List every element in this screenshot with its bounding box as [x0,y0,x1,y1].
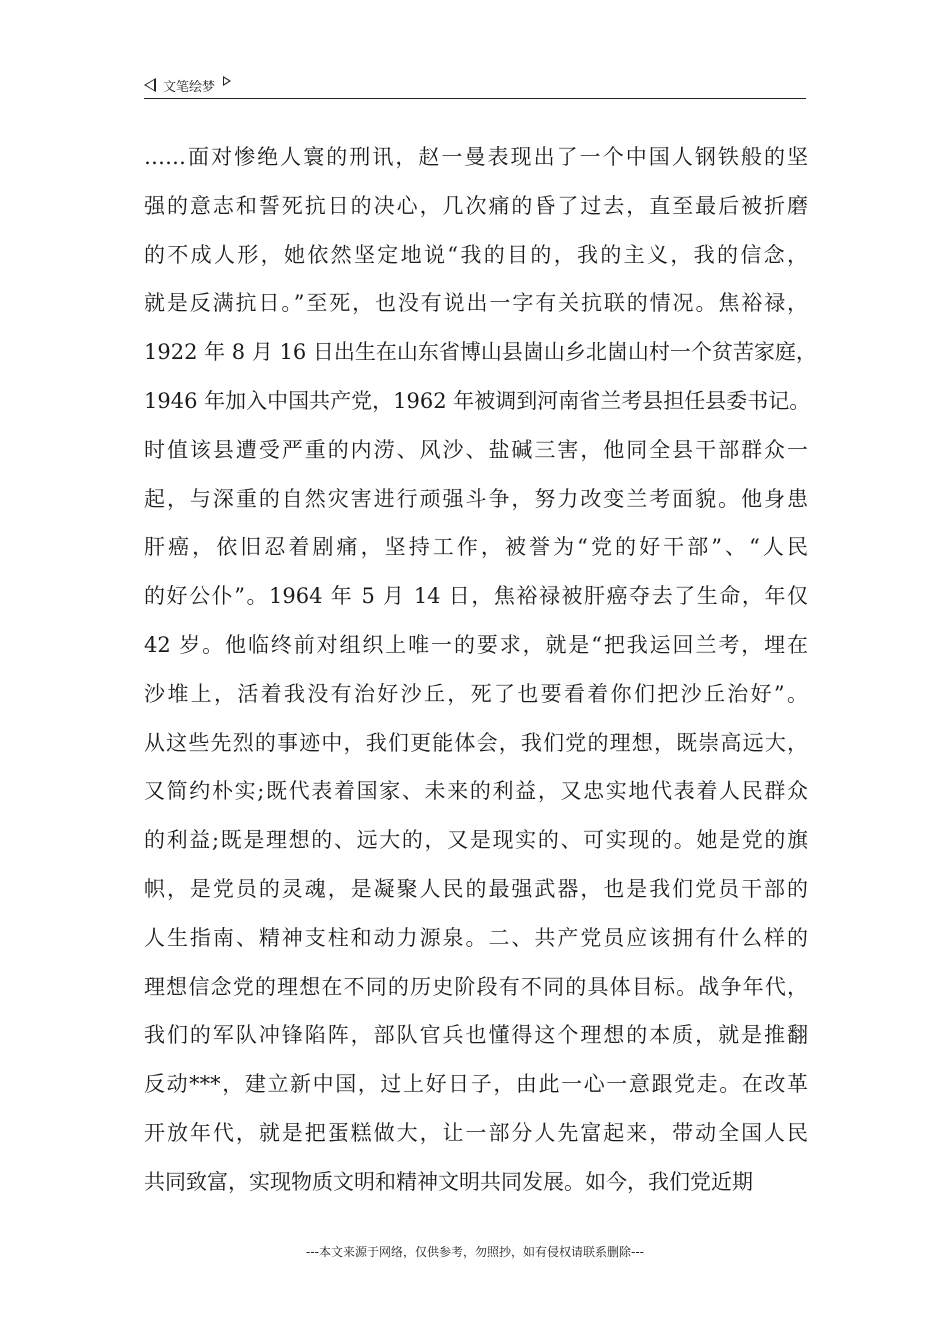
text-line: 就是反满抗日。”至死，也没有说出一字有关抗联的情况。焦裕禄， [144,291,808,316]
text-line: 的好公仆”。1964 年 5 月 14 日，焦裕禄被肝癌夺去了生命，年仅 [144,584,808,609]
text-line: 1946 年加入中国共产党，1962 年被调到河南省兰考县担任县委书记。 [144,388,811,413]
text-line: 沙堆上，活着我没有治好沙丘，死了也要看着你们把沙丘治好”。 [144,681,808,706]
text-line: 起，与深重的自然灾害进行顽强斗争，努力改变兰考面貌。他身患 [144,486,808,511]
text-line: ……面对惨绝人寰的刑讯，赵一曼表现出了一个中国人钢铁般的坚 [144,145,808,169]
text-line: 开放年代，就是把蛋糕做大，让一部分人先富起来，带动全国人民 [144,1120,808,1145]
text-line: 从这些先烈的事迹中，我们更能体会，我们党的理想，既崇高远大， [144,730,808,755]
text-line: 共同致富，实现物质文明和精神文明共同发展。如今，我们党近期 [144,1169,753,1194]
text-line: 我们的军队冲锋陷阵，部队官兵也懂得这个理想的本质，就是推翻 [144,1023,808,1048]
text-line: 的不成人形，她依然坚定地说“我的目的，我的主义，我的信念， [144,242,808,267]
text-line: 理想信念党的理想在不同的历史阶段有不同的具体目标。战争年代， [144,974,808,999]
text-line: 人生指南、精神支柱和动力源泉。二、共产党员应该拥有什么样的 [144,925,808,950]
text-line: 反动***，建立新中国，过上好日子，由此一心一意跟党走。在改革 [144,1072,808,1097]
text-line: 帜，是党员的灵魂，是凝聚人民的最强武器，也是我们党员干部的 [144,876,808,901]
text-line: 的利益;既是理想的、远大的，又是现实的、可实现的。她是党的旗 [144,828,808,853]
text-line: 1922 年 8 月 16 日出生在山东省博山县崮山乡北崮山村一个贫苦家庭， [144,340,817,365]
page-header [144,72,806,99]
right-triangle-icon [223,76,231,86]
text-line: 又简约朴实;既代表着国家、未来的利益，又忠实地代表着人民群众 [144,779,808,804]
body-text [144,133,817,1207]
text-line: 强的意志和誓死抗日的决心，几次痛的昏了过去，直至最后被折磨 [144,193,808,218]
header-title: 文笔绘梦 [163,79,216,95]
left-triangle-icon [144,78,156,92]
text-line: 42 岁。他临终前对组织上唯一的要求，就是“把我运回兰考，埋在 [144,632,808,657]
text-line: 肝癌，依旧忍着剧痛，坚持工作，被誉为“党的好干部”、“人民 [144,535,808,560]
text-line: 时值该县遭受严重的内涝、风沙、盐碱三害，他同全县干部群众一 [144,437,808,462]
page-footer: ---本文来源于网络，仅供参考，勿照抄，如有侵权请联系删除--- [306,1245,644,1259]
